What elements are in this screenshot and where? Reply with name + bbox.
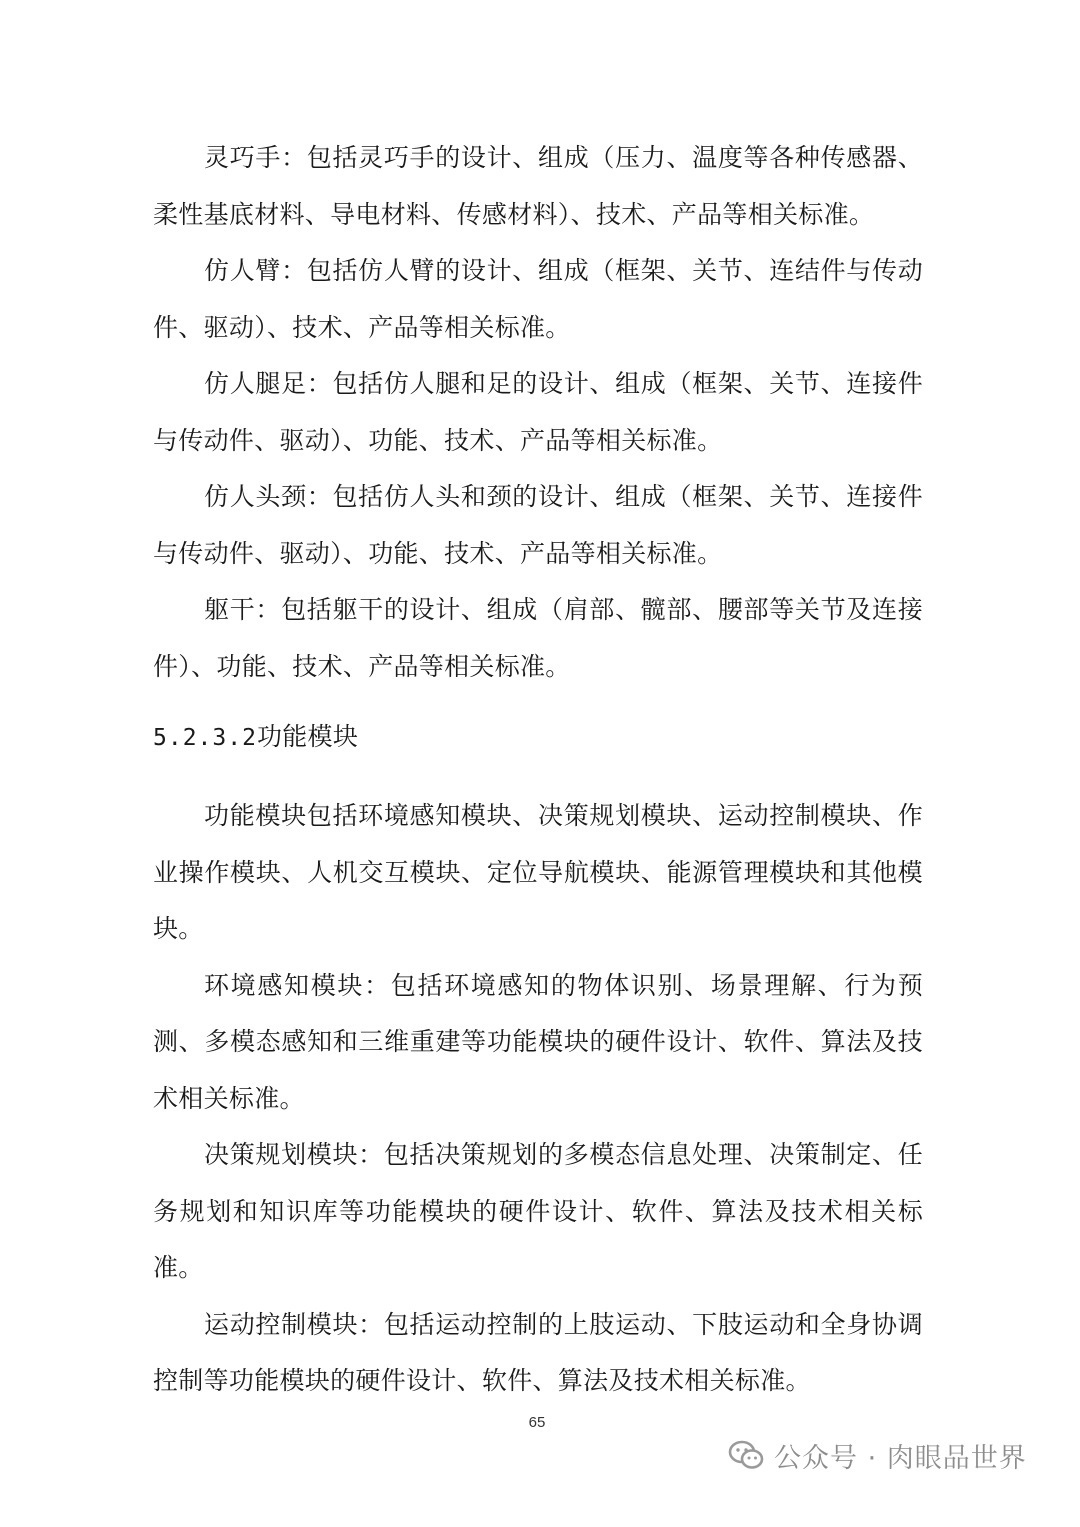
section-title: 功能模块 [256,722,359,751]
wechat-icon [728,1439,764,1471]
paragraph-motion-control: 运动控制模块：包括运动控制的上肢运动、下肢运动和全身协调控制等功能模块的硬件设计、软件、算法及技术相关标准。 [153,1309,923,1395]
document-body [153,130,923,1410]
paragraph-decision-planning: 决策规划模块：包括决策规划的多模态信息处理、决策制定、任务规划和知识库等功能模块的硬件设计、软件、算法及技术相关标准。 [153,1140,923,1282]
paragraph-humanoid-leg-foot: 仿人腿足：包括仿人腿和足的设计、组成（框架、关节、连接件与传动件、驱动）、功能、技术、产品等相关标准。 [153,369,923,455]
paragraph-dexterous-hand: 灵巧手：包括灵巧手的设计、组成（压力、温度等各种传感器、柔性基底材料、导电材料、传感材料）、技术、产品等相关标准。 [153,143,923,229]
paragraph-function-modules-intro: 功能模块包括环境感知模块、决策规划模块、运动控制模块、作业操作模块、人机交互模块、定位导航模块、能源管理模块和其他模块。 [153,801,923,943]
paragraph-humanoid-arm: 仿人臂：包括仿人臂的设计、组成（框架、关节、连结件与传动件、驱动）、技术、产品等相关标准。 [153,256,923,342]
watermark [728,1432,1027,1478]
section-number: 5.2.3.2 [153,725,257,751]
watermark-text: 公众号 · 肉眼品世界 [774,1442,1027,1474]
paragraph-humanoid-head-neck: 仿人头颈：包括仿人头和颈的设计、组成（框架、关节、连接件与传动件、驱动）、功能、技术、产品等相关标准。 [153,482,923,568]
paragraph-torso: 躯干：包括躯干的设计、组成（肩部、髋部、腰部等关节及连接件）、功能、技术、产品等相关标准。 [153,595,923,681]
page-number: 65 [528,1414,546,1431]
section-heading [153,709,923,766]
paragraph-environment-perception: 环境感知模块：包括环境感知的物体识别、场景理解、行为预测、多模态感知和三维重建等功能模块的硬件设计、软件、算法及技术相关标准。 [153,970,923,1113]
